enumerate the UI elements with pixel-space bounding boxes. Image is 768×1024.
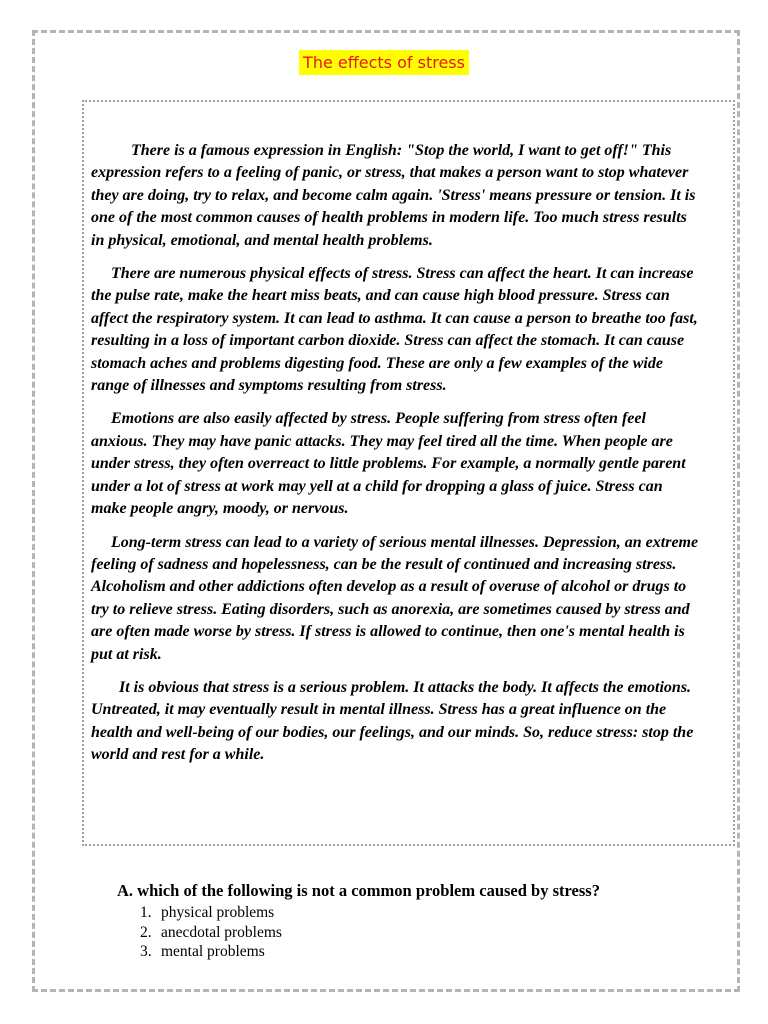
answer-option[interactable] (140, 903, 282, 923)
answer-option[interactable] (140, 923, 282, 943)
paragraph-mental: Long-term stress can lead to a variety of serious mental illnesses. Depression, an extreme feeling of sadness and hopelessness, can be the result of continued and increasing stress. Alcoholism and other addictions often develop as a result of overuse of alcohol or drugs to try to relieve stress. Eating disorders, such as anorexia, are sometimes caused by stress and are often made worse by stress. If stress is allowed to continue, then one's mental health is put at risk. (91, 533, 699, 663)
answer-options (140, 903, 282, 962)
question-a: A. which of the following is not a common problem caused by stress? (117, 881, 600, 900)
answer-option[interactable] (140, 942, 282, 962)
option-number: 1. (140, 904, 152, 921)
option-text: physical problems (161, 904, 275, 921)
option-text: mental problems (161, 943, 265, 960)
title-container (0, 53, 768, 73)
paragraph-conclusion: It is obvious that stress is a serious problem. It attacks the body. It affects the emotions. Untreated, it may eventually result in mental illness. Stress has a great influence on the health and well-being of our bodies, our feelings, and our minds. So, reduce stress: stop the world and rest for a while. (91, 678, 694, 764)
option-text: anecdotal problems (161, 923, 282, 941)
page-title: The effects of stress (299, 50, 469, 75)
reading-passage (91, 140, 701, 778)
paragraph-physical: There are numerous physical effects of stress. Stress can affect the heart. It can increase the pulse rate, make the heart miss beats, and can cause high blood pressure. Stress can affect the respiratory system. It can lead to asthma. It can cause a person to breathe too fast, resulting in a loss of important carbon dioxide. Stress can affect the stomach. It can cause stomach aches and problems digesting food. These are only a few examples of the wide range of illnesses and symptoms resulting from stress. (91, 265, 698, 395)
option-number: 2. (140, 923, 152, 941)
paragraph-intro: There is a famous expression in English: "Stop the world, I want to get off!" This expression refers to a feeling of panic, or stress, that makes a person want to stop whatever they are doing, try to relax, and become calm again. 'Stress' means pressure or tension. It is one of the most common causes of health problems in modern life. Too much stress results in physical, emotional, and mental health problems. (91, 142, 696, 249)
option-number: 3. (140, 943, 152, 960)
paragraph-emotional: Emotions are also easily affected by stress. People suffering from stress often feel anxious. They may have panic attacks. They may feel tired all the time. When people are under stress, they often overreact to little problems. For example, a normally gentle parent under a lot of stress at work may yell at a child for dropping a glass of juice. Stress can make people angry, moody, or nervous. (91, 410, 686, 518)
